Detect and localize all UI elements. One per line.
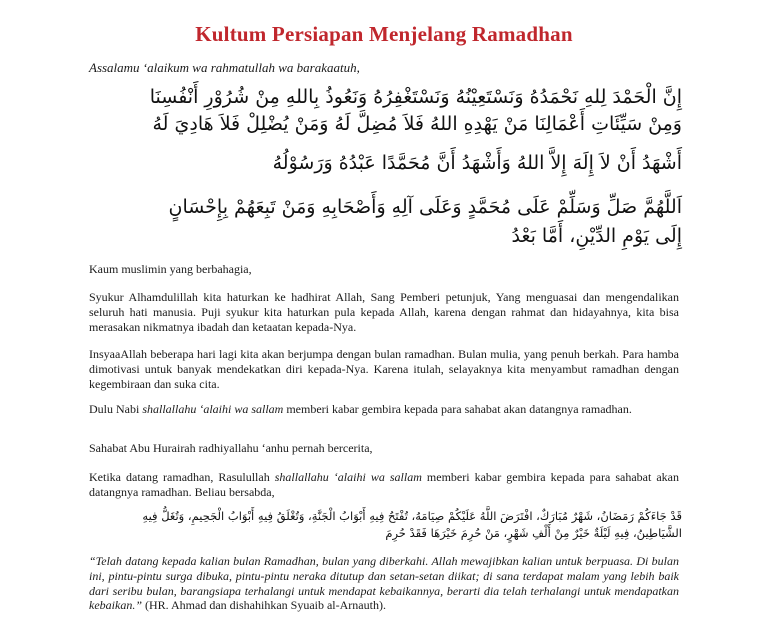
paragraph-text: memberi kabar gembira kepada para sahabat akan datangnya ramadhan. [283, 402, 632, 416]
arabic-opening-line-1: إِنَّ الْحَمْدَ لِلهِ نَحْمَدُهُ وَنَسْتَعِيْنُهُ وَنَسْتَغْفِرُهُ وَنَعُوذُ بِاللهِ مِنْ شُرُوْرِ أَنْفُسِنَا [149, 86, 682, 108]
arabic-hadith-line-1: قَدْ جَاءَكُمْ رَمَضَانُ، شَهْرٌ مُبَارَكٌ، افْتَرَضَ اللَّهُ عَلَيْكُمْ صِيَامَهُ، تُفْتَحُ فِيهِ أَبْوَابُ الْجَنَّةِ، وَتُغْلَقُ فِيهِ أَبْوَابُ الْجَحِيمِ، وَتُغَلُّ فِيهِ [142, 509, 682, 523]
quote-source: (HR. Ahmad dan dishahihkan Syuaib al-Arnauth). [142, 598, 386, 613]
paragraph-salutation: Kaum muslimin yang berbahagia, [89, 262, 252, 276]
paragraph-ramadhan-coming: InsyaaAllah beberapa hari lagi kita akan berjumpa dengan bulan ramadhan. Bulan mulia, yang penuh berkah. Para hamba dimotivasi untuk banyak mendekatkan diri kepada-Nya. Karena itulah, selayaknya kita menyambut ramadhan dengan kegembiraan dan suka cita. [89, 347, 679, 391]
paragraph-abu-hurairah: Sahabat Abu Hurairah radhiyallahu ‘anhu pernah bercerita, [89, 441, 373, 455]
arabic-opening-line-5: إِلَى يَوْمِ الدِّيْنِ، أَمَّا بَعْدُ [511, 225, 682, 247]
greeting: Assalamu ‘alaikum wa rahmatullah wa barakaatuh, [89, 60, 360, 75]
arabic-hadith-line-2: الشَّيَاطِينُ، فِيهِ لَيْلَةٌ خَيْرٌ مِنْ أَلْفِ شَهْرٍ، مَنْ حُرِمَ خَيْرَهَا فَقَدْ حُرِمَ [385, 526, 682, 540]
paragraph-text: memberi kabar gembira kepada para sahabat akan datangnya ramadhan. Beliau bersabda, [89, 470, 679, 499]
arabic-opening-line-2: وَمِنْ سَيِّئَاتِ أَعْمَالِنَا مَنْ يَهْدِهِ اللهُ فَلاَ مُضِلَّ لَهُ وَمَنْ يُضْلِلْ فَلاَ هَادِيَ لَهُ [152, 113, 682, 135]
hadith-translation [89, 554, 679, 613]
page-title: Kultum Persiapan Menjelang Ramadhan [195, 22, 573, 46]
paragraph-hadith-intro [89, 470, 679, 500]
paragraph-gratitude: Syukur Alhamdulillah kita haturkan ke hadhirat Allah, Sang Pemberi petunjuk, Yang menguasai dan mengendalikan seluruh hati manusia. Puji syukur kita haturkan pula kepada Allah, karena dengan rahmat dan hidayahnya, kita bisa merasakan nikmatnya ibadah dan ketaatan kepada-Nya. [89, 290, 679, 334]
quote-text: “Telah datang kepada kalian bulan Ramadhan, bulan yang diberkahi. Allah mewajibkan kalian untuk berpuasa. Di bulan ini, pintu-pintu surga dibuka, pintu-pintu neraka ditutup dan setan-setan diikat; di sana terdapat malam yang lebih baik dari seribu bulan, barangsiapa terhalangi untuk mendapat kebaikannya, berarti dia telah terhalangi untuk mendapatkan kebaikan.” [89, 554, 679, 613]
arabic-opening-line-3: أَشْهَدُ أَنْ لاَ إِلَهَ إِلاَّ اللهُ وَأَشْهَدُ أَنَّ مُحَمَّدًا عَبْدُهُ وَرَسُوْلُهُ [272, 152, 682, 174]
paragraph-text: Ketika datang ramadhan, Rasulullah [89, 470, 275, 484]
honorific: shallallahu ‘alaihi wa sallam [274, 470, 422, 484]
paragraph-text: Dulu Nabi [89, 402, 143, 416]
honorific: shallallahu ‘alaihi wa sallam [142, 402, 284, 416]
arabic-opening-line-4: اَللَّهُمَّ صَلِّ وَسَلِّمْ عَلَى مُحَمَّدٍ وَعَلَى آلِهِ وَأَصْحَابِهِ وَمَنْ تَبِعَهُمْ بِإِحْسَانٍ [168, 196, 682, 218]
paragraph-prophet-news [89, 402, 679, 417]
